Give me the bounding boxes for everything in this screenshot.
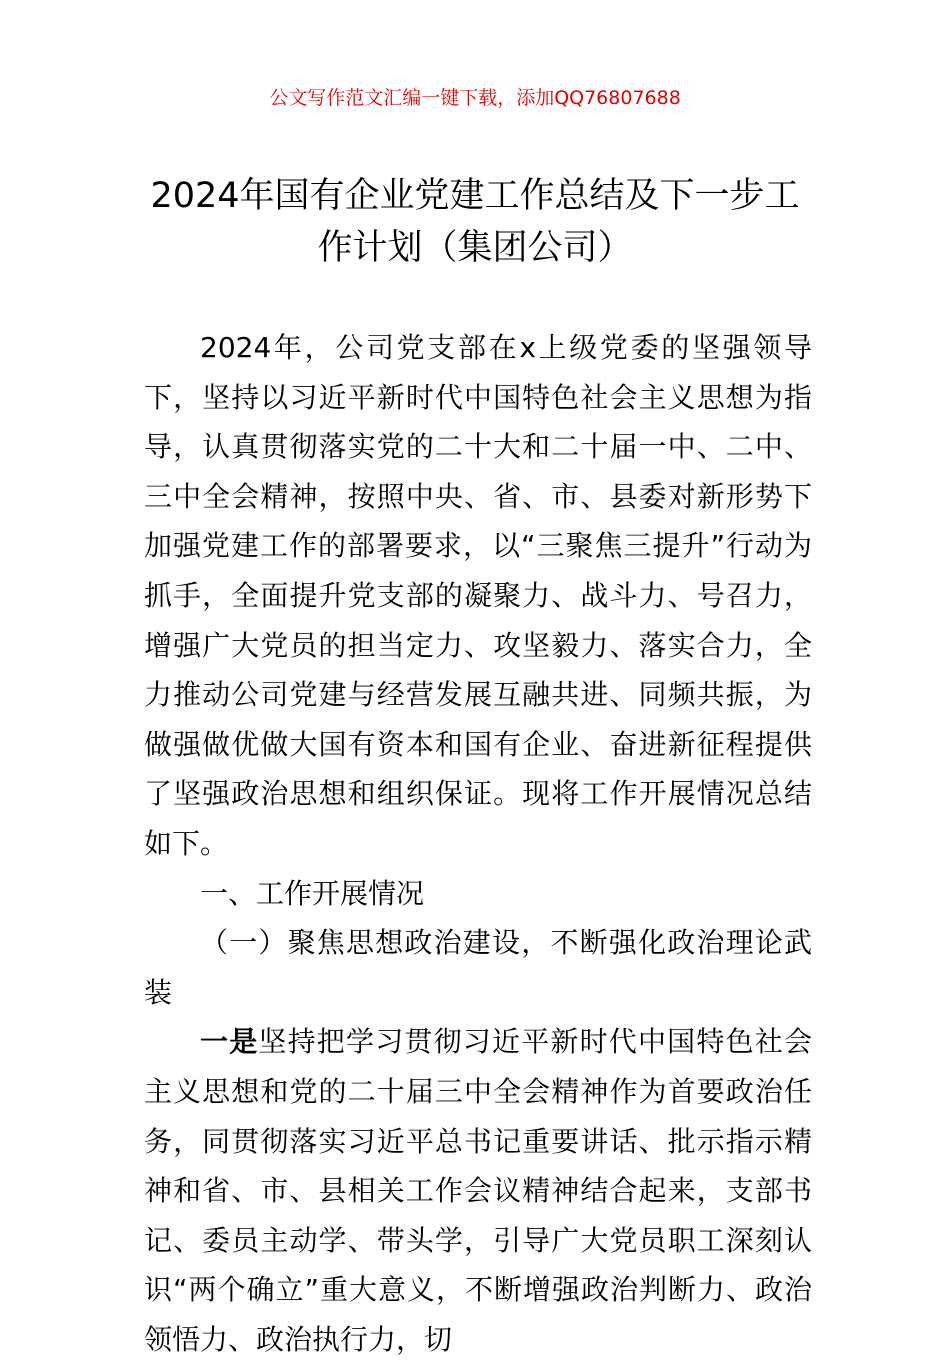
download-notice: 公文写作范文汇编一键下载，添加QQ76807688 xyxy=(269,87,681,109)
title-line-2: 作计划（集团公司） xyxy=(317,228,633,268)
intro-paragraph: 2024年，公司党支部在x上级党委的坚强领导下，坚持以习近平新时代中国特色社会主义思想为指导，认真贯彻落实党的二十大和二十届一中、二中、三中全会精神，按照中央、省、市、县委对新形势下加强党建工作的部署要求，以“三聚焦三提升”行动为抓手，全面提升党支部的凝聚力、战斗力、号召力，增强广大党员的担当定力、攻坚毅力、落实合力，全力推动公司党建与经营发展互融共进、同频共振，为做强做优做大国有资本和国有企业、奋进新征程提供了坚强政治思想和组织保证。现将工作开展情况总结如下。 xyxy=(144,331,812,860)
item-lead: 一是 xyxy=(200,1025,259,1059)
document-title xyxy=(140,170,810,274)
section-heading-1: 一、工作开展情况 xyxy=(200,876,425,910)
title-line-1: 2024年国有企业党建工作总结及下一步工 xyxy=(150,176,800,216)
document-body xyxy=(144,323,812,1364)
item-text: 坚持把学习贯彻习近平新时代中国特色社会主义思想和党的二十届三中全会精神作为首要政治任务，同贯彻落实习近平总书记重要讲话、批示指示精神和省、市、县相关工作会议精神结合起来，支部书记、委员主动学、带头学，引导广大党员职工深刻认识“两个确立”重大意义，不断增强政治判断力、政治领悟力、政治执行力，切 xyxy=(144,1025,812,1356)
item-paragraph-1 xyxy=(144,1017,812,1364)
subsection-heading-1: （一）聚焦思想政治建设，不断强化政治理论武装 xyxy=(144,926,812,1009)
